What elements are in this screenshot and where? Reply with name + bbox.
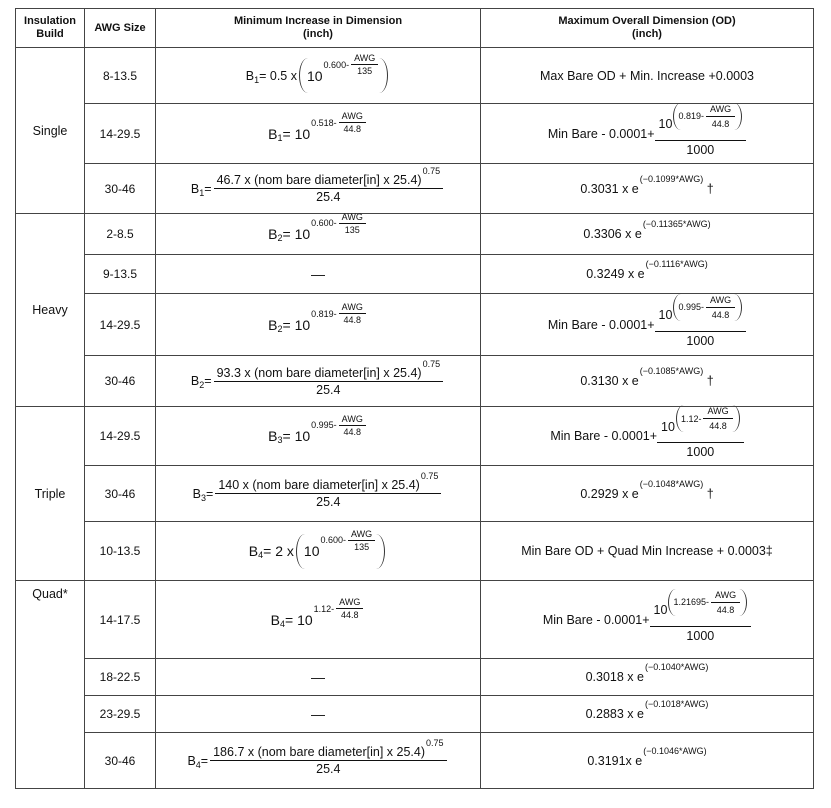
table-row [16,104,814,164]
table-row [16,581,814,659]
awg-cell: 2-8.5 [85,214,156,255]
wire-dimension-table [15,8,814,789]
min-formula-dash: — [156,696,481,733]
table-row [16,733,814,789]
max-formula: 0.2883 x e (−0.1018*AWG) [481,696,814,733]
table-row [16,659,814,696]
awg-cell: 30-46 [85,733,156,789]
awg-cell: 30-46 [85,164,156,214]
awg-cell: 18-22.5 [85,659,156,696]
max-formula: Min Bare - 0.0001+ 10 1.12- $\frac{\text{AWG}}{44.8}$ 1000 [481,407,814,466]
awg-cell: 10-13.5 [85,522,156,581]
max-formula: 0.3031 x e (−0.1099*AWG) † [481,164,814,214]
awg-cell: 30-46 [85,356,156,407]
table-row [16,466,814,522]
awg-cell: 30-46 [85,466,156,522]
header-insulation-build: Insulation Build [16,9,85,48]
min-formula-dash: — [156,255,481,294]
min-formula: B 2 = 10 0.819- $\frac{\text{AWG}}{44.8}$ [156,294,481,356]
awg-cell: 14-29.5 [85,407,156,466]
max-formula: Max Bare OD + Min. Increase +0.0003 [481,48,814,104]
table-row [16,294,814,356]
min-formula-dash: — [156,659,481,696]
max-formula: 0.2929 x e (−0.1048*AWG) † [481,466,814,522]
table-row [16,407,814,466]
min-formula: B 4 = 10 1.12- $\frac{\text{AWG}}{44.8}$ [156,581,481,659]
awg-cell: 23-29.5 [85,696,156,733]
min-formula: B 4 = $\frac{186.7 x (nom bare diameter[in] x 25.4)^{0.75}}{25.4}$ [156,733,481,789]
table-row [16,522,814,581]
header-max-od: Maximum Overall Dimension (OD) (inch) [481,9,814,48]
min-formula: B 2 = 10 0.600- $\frac{\text{AWG}}{135}$ [156,214,481,255]
min-formula: B 1 = 0.5 x 10 0.600- $\frac{\text{AWG}}{135}$ [156,48,481,104]
awg-cell: 8-13.5 [85,48,156,104]
min-formula: B 3 = 10 0.995- $\frac{\text{AWG}}{44.8}$ [156,407,481,466]
max-formula: 0.3191 x e (−0.1046*AWG) [481,733,814,789]
header-min-increase: Minimum Increase in Dimension (inch) [156,9,481,48]
table-row [16,696,814,733]
table-row [16,48,814,104]
table-row [16,214,814,255]
max-formula: Min Bare - 0.0001+ 10 1.21695- $\frac{\text{AWG}}{44.8}$ 1000 [481,581,814,659]
max-formula: 0.3018 x e (−0.1040*AWG) [481,659,814,696]
build-triple: Triple [16,407,85,581]
build-single: Single [16,48,85,214]
max-formula: Min Bare - 0.0001+ 10 0.995- $\frac{\text{AWG}}{44.8}$ 1000 [481,294,814,356]
awg-cell: 14-29.5 [85,104,156,164]
awg-cell: 14-17.5 [85,581,156,659]
table-row [16,164,814,214]
min-formula: B 1 = $\frac{46.7 x (nom bare diameter[in] x 25.4)^{0.75}}{25.4}$ [156,164,481,214]
table-row [16,255,814,294]
max-formula: 0.3130 x e (−0.1085*AWG) † [481,356,814,407]
awg-cell: 9-13.5 [85,255,156,294]
build-heavy: Heavy [16,214,85,407]
header-row [16,9,814,48]
min-formula: B 4 = 2 x 10 0.600- $\frac{\text{AWG}}{135}$ [156,522,481,581]
header-awg-size: AWG Size [85,9,156,48]
min-formula: B 3 = $\frac{140 x (nom bare diameter[in] x 25.4)^{0.75}}{25.4}$ [156,466,481,522]
max-formula: 0.3306 x e (−0.11365*AWG) [481,214,814,255]
min-formula: B 1 = 10 0.518- $\frac{\text{AWG}}{44.8}$ [156,104,481,164]
max-formula: 0.3249 x e (−0.1116*AWG) [481,255,814,294]
max-formula: Min Bare - 0.0001+ 10 0.819- $\frac{\text{AWG}}{44.8}$ 1000 [481,104,814,164]
table-row [16,356,814,407]
awg-cell: 14-29.5 [85,294,156,356]
build-quad: Quad* [16,581,85,789]
max-formula: Min Bare OD + Quad Min Increase + 0.0003‡ [481,522,814,581]
min-formula: B 2 = $\frac{93.3 x (nom bare diameter[in] x 25.4)^{0.75}}{25.4}$ [156,356,481,407]
